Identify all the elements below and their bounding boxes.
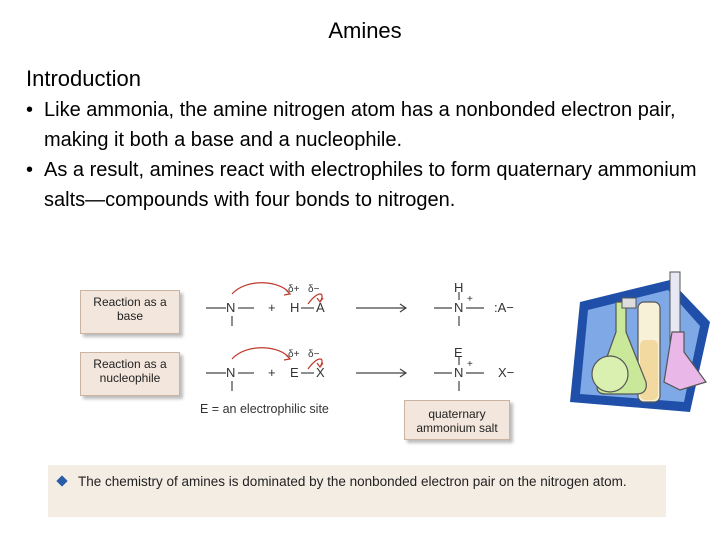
bullet-text: As a result, amines react with electrophiles to form quaternary ammonium salts—compounds with four bonds to nitrogen. bbox=[44, 159, 697, 211]
delta-minus: δ− bbox=[308, 284, 320, 295]
atom-h: H bbox=[290, 300, 300, 315]
slide-title: Amines bbox=[328, 18, 402, 43]
product-charge: + bbox=[467, 294, 473, 305]
atom-x: X bbox=[316, 365, 325, 380]
quaternary-salt-label bbox=[404, 400, 510, 440]
atom-e: E bbox=[290, 365, 299, 380]
product-n: N bbox=[454, 300, 464, 315]
bullet-item bbox=[26, 95, 706, 155]
atom-a: A bbox=[316, 300, 325, 315]
atom-n: N bbox=[226, 365, 236, 380]
product-h: H bbox=[454, 280, 464, 295]
lab-glassware-icon bbox=[560, 262, 720, 422]
counter-ion: :A− bbox=[494, 300, 514, 315]
tag-text: Reaction as a nucleophile bbox=[93, 357, 167, 385]
tag-text: quaternary ammonium salt bbox=[416, 407, 498, 435]
tag-text: Reaction as a base bbox=[93, 295, 167, 323]
bullet-marker: • bbox=[26, 159, 34, 181]
delta-plus: δ+ bbox=[288, 349, 300, 360]
plus-sign: + bbox=[268, 365, 276, 380]
delta-plus: δ+ bbox=[288, 284, 300, 295]
product-e: E bbox=[454, 345, 463, 360]
atom-n: N bbox=[226, 300, 236, 315]
electrophile-note: E = an electrophilic site bbox=[200, 402, 329, 416]
product-n: N bbox=[454, 365, 464, 380]
footnote-text: The chemistry of amines is dominated by the nonbonded electron pair on the nitrogen atom. bbox=[78, 474, 627, 489]
bullet-marker: • bbox=[26, 99, 34, 121]
bullet-item bbox=[26, 155, 706, 215]
plus-sign: + bbox=[268, 300, 276, 315]
section-heading: Introduction bbox=[26, 66, 141, 91]
bullet-list bbox=[26, 95, 706, 215]
bullet-text: Like ammonia, the amine nitrogen atom has a nonbonded electron pair, making it both a base and a nucleophile. bbox=[44, 99, 676, 151]
counter-ion: X− bbox=[498, 365, 515, 380]
product-charge: + bbox=[467, 359, 473, 370]
delta-minus: δ− bbox=[308, 349, 320, 360]
